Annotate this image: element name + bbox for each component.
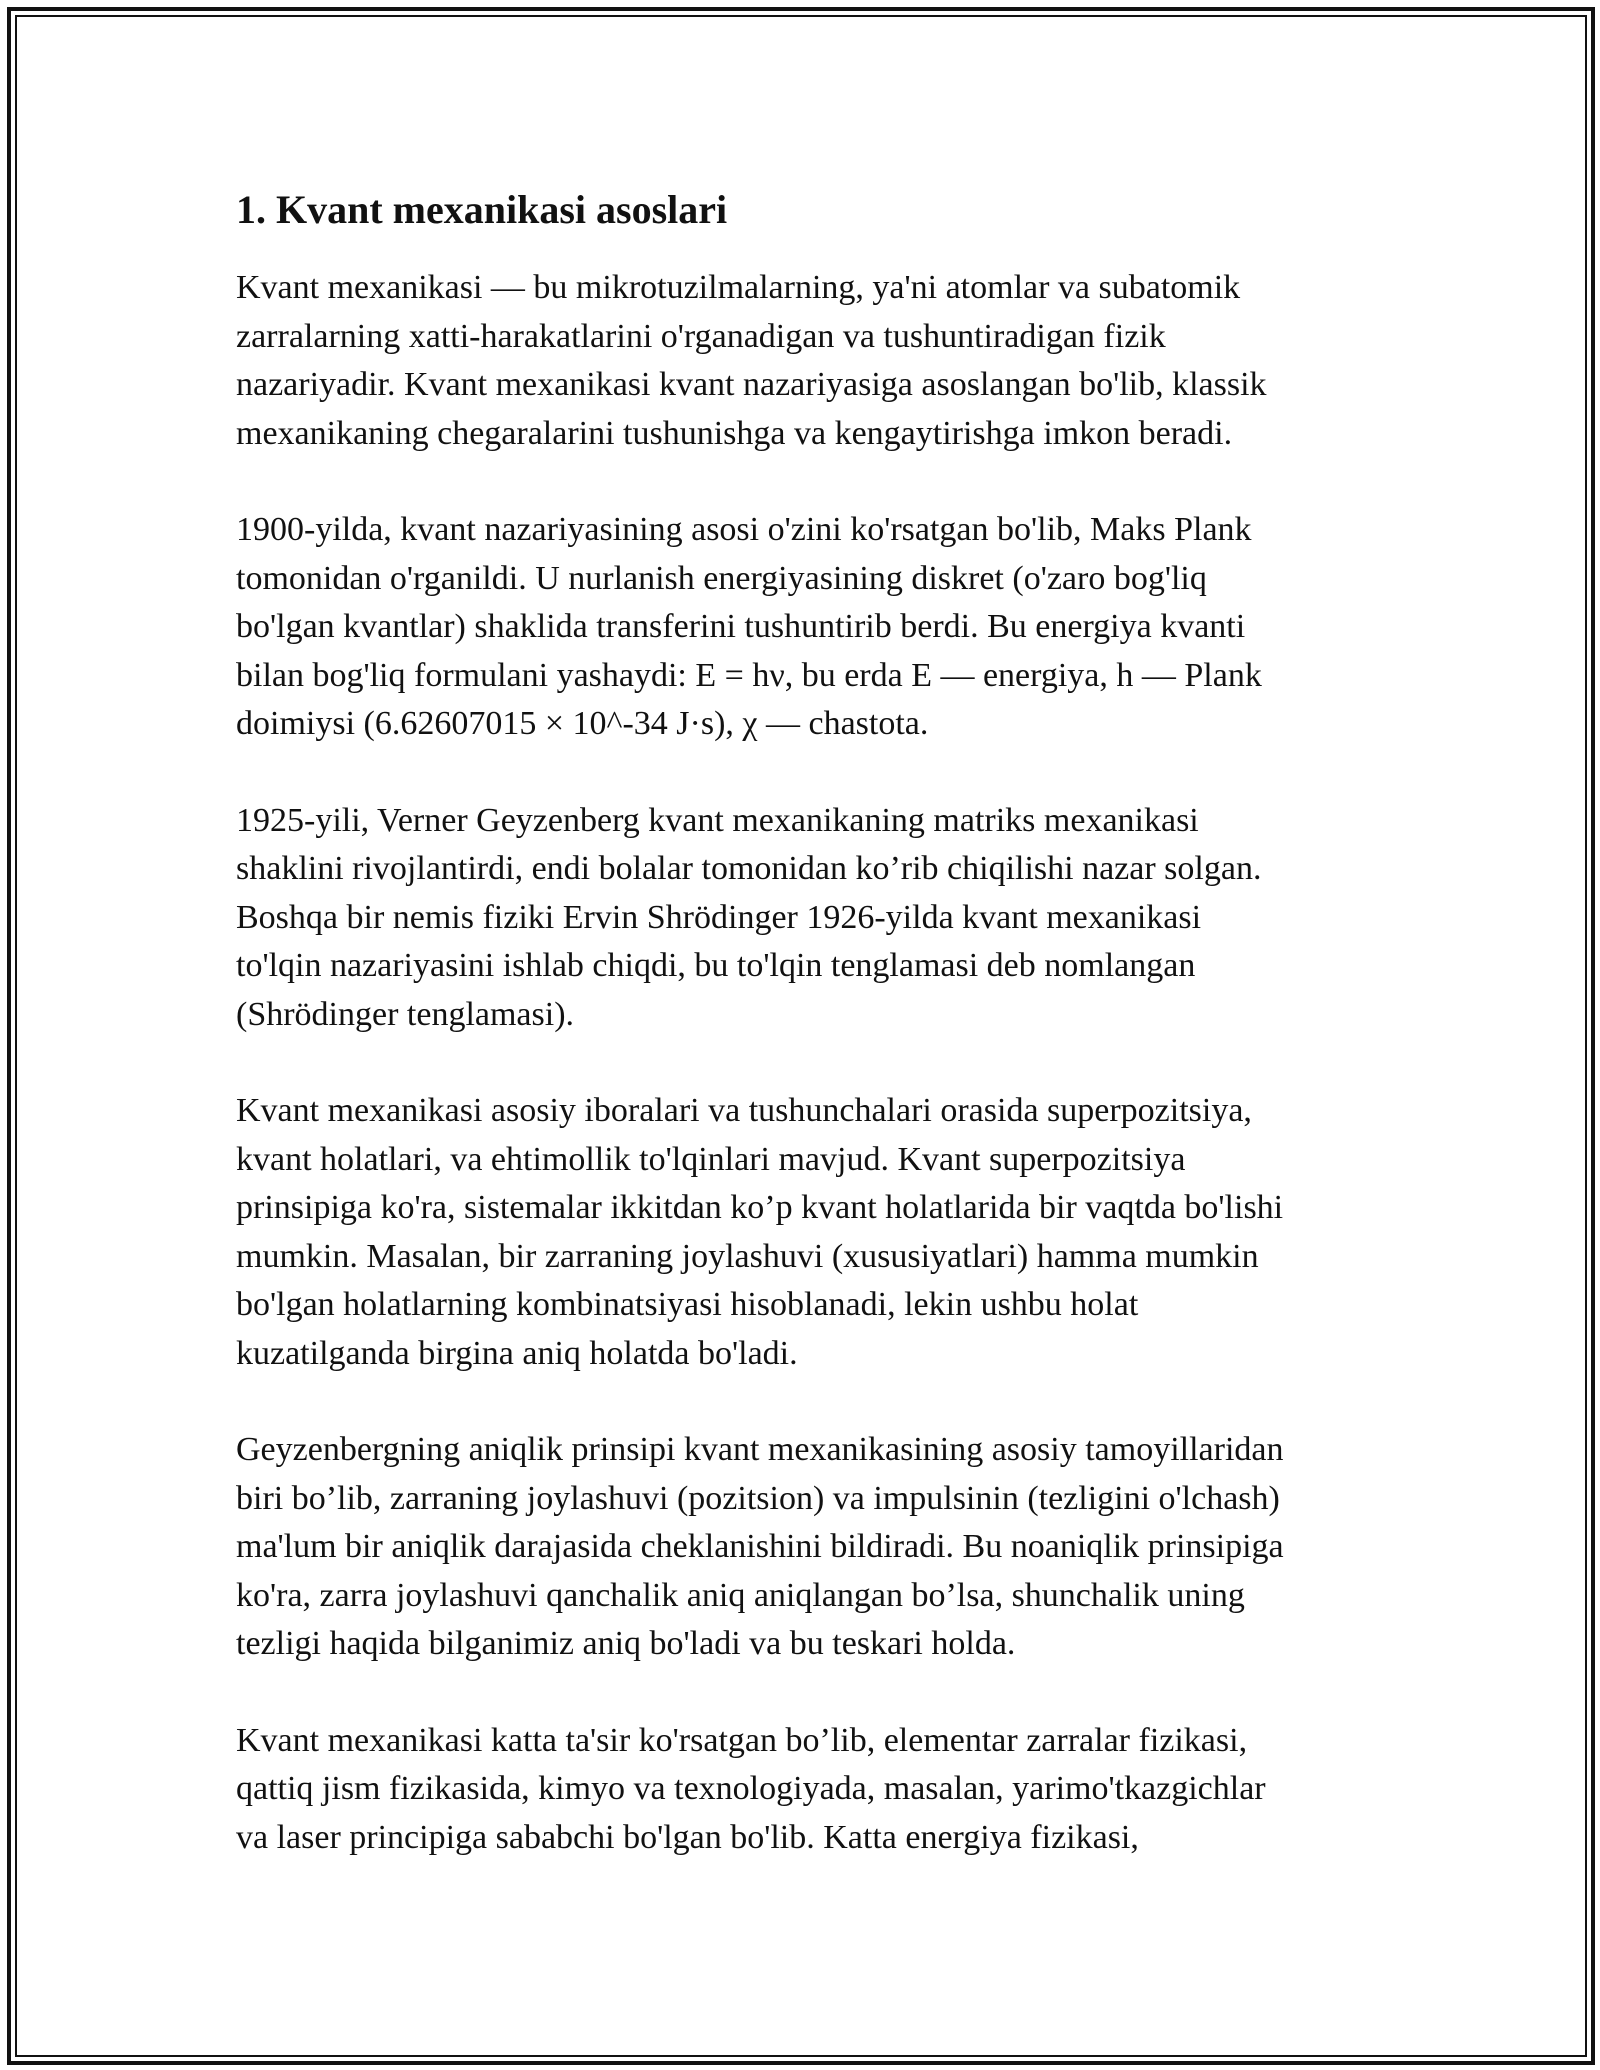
text-line: nazariyadir. Kvant mexanikasi kvant nazariyasiga asoslangan bo'lib, klassik — [236, 366, 1267, 403]
text-line: ma'lum bir aniqlik darajasida cheklanishini bildiradi. Bu noaniqlik prinsipiga — [236, 1528, 1284, 1565]
text-line: Kvant mexanikasi asosiy iboralari va tushunchalari orasida superpozitsiya, — [236, 1092, 1252, 1129]
body-paragraph — [236, 797, 1376, 1040]
document-body — [236, 186, 1376, 1910]
text-line: kvant holatlari, va ehtimollik to'lqinlari mavjud. Kvant superpozitsiya — [236, 1140, 1186, 1178]
text-line: bilan bog'liq formulani yashaydi: E = hν, bu erda E — energiya, h — Plank — [236, 656, 1262, 694]
text-line: Geyzenbergning aniqlik prinsipi kvant mexanikasining asosiy tamoyillaridan — [236, 1431, 1284, 1468]
text-line: Boshqa bir nemis fiziki Ervin Shrödinger 1926-yilda kvant mexanikasi — [236, 898, 1202, 936]
text-line: (Shrödinger tenglamasi). — [236, 995, 575, 1033]
text-line: to'lqin nazariyasini ishlab chiqdi, bu to'lqin tenglamasi deb nomlangan — [236, 947, 1196, 984]
text-line: bo'lgan holatlarning kombinatsiyasi hisoblanadi, lekin ushbu holat — [236, 1286, 1139, 1323]
text-line: 1925-yili, Verner Geyzenberg kvant mexanikaning matriks mexanikasi — [236, 801, 1199, 839]
text-line: va laser principiga sababchi bo'lgan bo'lib. Katta energiya fizikasi, — [236, 1818, 1139, 1856]
text-line: mumkin. Masalan, bir zarraning joylashuvi (xususiyatlari) hamma mumkin — [236, 1237, 1259, 1275]
text-line: doimiysi (6.62607015 × 10^-34 J·s), χ — chastota. — [236, 705, 929, 742]
paragraph-list — [236, 264, 1376, 1862]
text-line: zarralarning xatti-harakatlarini o'rganadigan va tushuntiradigan fizik — [236, 317, 1166, 355]
text-line: tezligi haqida bilganimiz aniq bo'ladi va bu teskari holda. — [236, 1625, 1016, 1662]
text-line: biri bo’lib, zarraning joylashuvi (pozitsion) va impulsinin (tezligini o'lchash) — [236, 1479, 1280, 1517]
text-line: bo'lgan kvantlar) shaklida transferini tushuntirib berdi. Bu energiya kvanti — [236, 608, 1246, 645]
body-paragraph — [236, 1717, 1376, 1863]
text-line: kuzatilganda birgina aniq holatda bo'ladi. — [236, 1334, 798, 1372]
text-line: shaklini rivojlantirdi, endi bolalar tomonidan ko’rib chiqilishi nazar solgan. — [236, 850, 1262, 887]
text-line: Kvant mexanikasi — bu mikrotuzilmalarning, ya'ni atomlar va subatomik — [236, 269, 1241, 306]
text-line: Kvant mexanikasi katta ta'sir ko'rsatgan bo’lib, elementar zarralar fizikasi, — [236, 1721, 1248, 1759]
body-paragraph — [236, 1087, 1376, 1378]
text-line: qattiq jism fizikasida, kimyo va texnologiyada, masalan, yarimo'tkazgichlar — [236, 1770, 1266, 1807]
body-paragraph — [236, 1426, 1376, 1669]
body-paragraph — [236, 506, 1376, 749]
text-line: mexanikaning chegaralarini tushunishga va kengaytirishga imkon beradi. — [236, 414, 1233, 452]
text-line: ko'ra, zarra joylashuvi qanchalik aniq aniqlangan bo’lsa, shunchalik uning — [236, 1576, 1245, 1614]
section-heading: 1. Kvant mexanikasi asoslari — [236, 187, 728, 232]
text-line: prinsipiga ko'ra, sistemalar ikkitdan ko’p kvant holatlarida bir vaqtda bo'lishi — [236, 1189, 1284, 1226]
text-line: tomonidan o'rganildi. U nurlanish energiyasining diskret (o'zaro bog'liq — [236, 559, 1207, 597]
text-line: 1900-yilda, kvant nazariyasining asosi o'zini ko'rsatgan bo'lib, Maks Plank — [236, 511, 1252, 548]
body-paragraph — [236, 264, 1376, 458]
